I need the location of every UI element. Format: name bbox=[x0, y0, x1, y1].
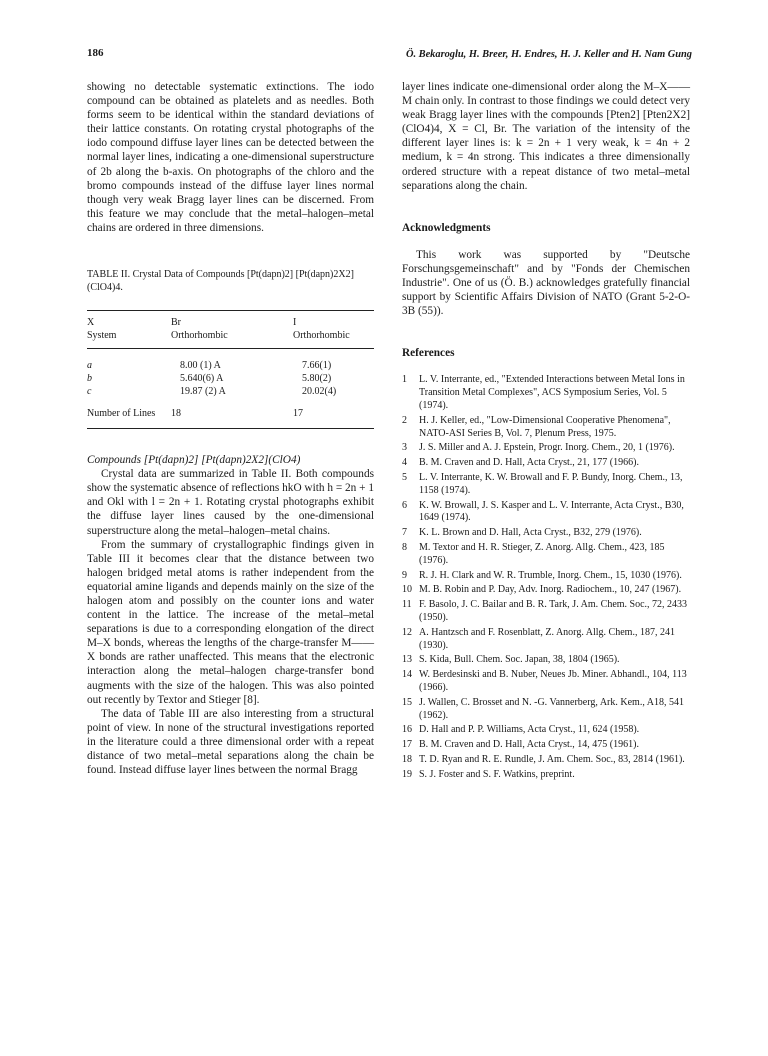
table-system-br: Orthorhombic bbox=[171, 329, 293, 349]
reference-item bbox=[402, 472, 690, 498]
acknowledgments-text: This work was supported by "Deutsche Forschungsgemeinschaft" and by "Fonds der Chemischen Industrie". One of us (Ö. B.) acknowledges gratefully financial support by Scientific Affairs Division of NATO (Grant 5-2-O-3B (55)). bbox=[402, 248, 690, 318]
table-cell-i: 5.80(2) bbox=[302, 373, 332, 385]
table-header-br: Br bbox=[171, 311, 293, 330]
table-cell-i: 7.66(1) bbox=[302, 360, 332, 372]
reference-text: W. Berdesinski and B. Nuber, Neues Jb. Miner. Abhandl., 104, 113 (1966). bbox=[419, 669, 687, 693]
reference-text: T. D. Ryan and R. E. Rundle, J. Am. Chem. Soc., 83, 2814 (1961). bbox=[419, 753, 685, 765]
reference-number: 8 bbox=[402, 541, 407, 553]
reference-item bbox=[402, 570, 690, 583]
reference-item bbox=[402, 500, 690, 526]
reference-text: D. Hall and P. P. Williams, Acta Cryst., 11, 624 (1958). bbox=[419, 724, 640, 736]
right-column bbox=[402, 80, 690, 784]
table-caption: TABLE II. Crystal Data of Compounds [Pt(dapn)2] [Pt(dapn)2X2](ClO4)4. bbox=[87, 269, 354, 294]
reference-text: K. W. Browall, J. S. Kasper and L. V. Interrante, Acta Cryst., B30, 1649 (1974). bbox=[419, 499, 684, 524]
reference-number: 16 bbox=[402, 724, 412, 736]
reference-text: J. Wallen, C. Brosset and N. -G. Vannerberg, Ark. Kem., A18, 541 (1962). bbox=[419, 696, 684, 721]
reference-number: 17 bbox=[402, 739, 412, 751]
table-header-i: I bbox=[293, 311, 374, 330]
table-lines-i: 17 bbox=[293, 398, 374, 429]
reference-number: 10 bbox=[402, 584, 412, 596]
paragraph: From the summary of crystallographic findings given in Table III it becomes clear that the distance between two halogen bridged metal atoms is rather independent from the equatorial amine ligands and depends mainly on the size of the halogen atom and possibly on the counter ions and water content in the lattice. The increase of the metal–metal separations is due to a corresponding elongation of the direct M–X bonds, whereas the lengths of the charge-transfer M——X bonds are rather unaffected. This means that the electronic interaction along the metal–halogen charge-transfer bond augments with the size of the halogen. This was also pointed out recently by Textor and Stieger [8]. bbox=[87, 538, 374, 706]
reference-item bbox=[402, 739, 690, 752]
reference-number: 14 bbox=[402, 669, 412, 681]
section-title: Compounds [Pt(dapn)2] [Pt(dapn)2X2](ClO4) bbox=[87, 454, 301, 467]
table-cell-label: c bbox=[87, 386, 92, 398]
reference-number: 15 bbox=[402, 696, 412, 708]
reference-text: S. Kida, Bull. Chem. Soc. Japan, 38, 1804 (1965). bbox=[419, 654, 620, 666]
reference-item bbox=[402, 584, 690, 597]
reference-text: R. J. H. Clark and W. R. Trumble, Inorg. Chem., 15, 1030 (1976). bbox=[419, 569, 682, 581]
reference-item bbox=[402, 415, 690, 441]
reference-number: 5 bbox=[402, 471, 407, 483]
reference-text: B. M. Craven and D. Hall, Acta Cryst., 14, 475 (1961). bbox=[419, 739, 639, 751]
table-row bbox=[87, 372, 374, 385]
reference-text: H. J. Keller, ed., "Low-Dimensional Cooperative Phenomena", NATO-ASI Series B, Vol. 7, Plenum Press, 1975. bbox=[419, 414, 671, 439]
reference-text: K. L. Brown and D. Hall, Acta Cryst., B32, 279 (1976). bbox=[419, 527, 642, 539]
table-system-i: Orthorhombic bbox=[293, 329, 374, 349]
reference-item bbox=[402, 627, 690, 653]
paragraph: layer lines indicate one-dimensional order along the M–X——M chain only. In contrast to those findings we could detect very weak Bragg layer lines with the compounds [Pten2] [Pten2X2](ClO4)4, X = Cl, Br. The variation of the intensity of the different layer lines is: k = 2n + 1 very weak, k = 4n + 2 medium, k = 4n strong. This indicates a three dimensionally ordered structure with a repeat distance of two metal–metal separations along the chain. bbox=[402, 81, 690, 192]
reference-text: M. B. Robin and P. Day, Adv. Inorg. Radiochem., 10, 247 (1967). bbox=[419, 584, 682, 596]
reference-text: F. Basolo, J. C. Bailar and B. R. Tark, J. Am. Chem. Soc., 72, 2433 (1950). bbox=[419, 599, 688, 623]
reference-item bbox=[402, 542, 690, 568]
reference-number: 1 bbox=[402, 374, 407, 386]
acknowledgments-heading: Acknowledgments bbox=[402, 221, 491, 234]
reference-item bbox=[402, 669, 690, 695]
paragraph: showing no detectable systematic extinctions. The iodo compound can be obtained as platelets and as needles. Both forms seem to be identical within the standard deviations of their lattice constants. On rotating crystal photographs of the iodo compound diffuse layer lines can be detected between the normal layer lines, indicating a one-dimensional superstructure of 2b along the b-axis. On photographs of the chloro and the bromo compounds instead of the diffuse layer lines normal though very weak Bragg layer lines can be discerned. From this feature we may conclude that the metal–halogen–metal chains are ordered in three dimensions. bbox=[87, 81, 374, 234]
table-lines-br: 18 bbox=[171, 398, 293, 429]
reference-item bbox=[402, 599, 690, 625]
reference-item bbox=[402, 527, 690, 540]
reference-text: S. J. Foster and S. F. Watkins, preprint. bbox=[419, 768, 575, 780]
reference-text: M. Textor and H. R. Stieger, Z. Anorg. Allg. Chem., 423, 185 (1976). bbox=[419, 541, 665, 566]
table-cell-label: a bbox=[87, 360, 92, 372]
reference-text: J. S. Miller and A. J. Epstein, Progr. Inorg. Chem., 20, 1 (1976). bbox=[419, 442, 675, 454]
reference-number: 4 bbox=[402, 457, 407, 469]
table-row bbox=[87, 385, 374, 398]
reference-item bbox=[402, 374, 690, 412]
references-heading: References bbox=[402, 347, 455, 360]
reference-item bbox=[402, 697, 690, 723]
reference-text: L. V. Interrante, K. W. Browall and F. P. Bundy, Inorg. Chem., 13, 1158 (1974). bbox=[419, 471, 683, 496]
reference-text: L. V. Interrante, ed., "Extended Interactions between Metal Ions in Transition Metal Complexes", ACS Symposium Series, Vol. 5 (1974). bbox=[419, 374, 685, 411]
table-cell-i: 20.02(4) bbox=[302, 386, 337, 398]
table-cell-br: 8.00 (1) A bbox=[180, 360, 221, 372]
table-row bbox=[87, 349, 374, 373]
reference-number: 6 bbox=[402, 499, 407, 511]
table-cell-label: b bbox=[87, 373, 92, 385]
reference-item bbox=[402, 754, 690, 767]
paragraph: The data of Table III are also interesting from a structural point of view. In none of the structural investigations reported in the literature could a three dimensional order with a repeat distance of two metal–metal separations along the chain be found. Instead diffuse layer lines between the normal Bragg bbox=[87, 707, 374, 777]
reference-item bbox=[402, 724, 690, 737]
reference-item bbox=[402, 654, 690, 667]
reference-number: 18 bbox=[402, 753, 412, 765]
running-title: Ö. Bekaroglu, H. Breer, H. Endres, H. J. Keller and H. Nam Gung bbox=[405, 49, 692, 60]
reference-text: A. Hantzsch and F. Rosenblatt, Z. Anorg. Allg. Chem., 187, 241 (1930). bbox=[419, 626, 675, 651]
reference-text: B. M. Craven and D. Hall, Acta Cryst., 21, 177 (1966). bbox=[419, 457, 639, 469]
page-number: 186 bbox=[87, 47, 104, 59]
paragraph: Crystal data are summarized in Table II. Both compounds show the systematic absence of reflections hkO with h = 2n + 1 and Okl with l = 2n + 1. Rotating crystal photographs exhibit the diffuse layer lines caused by the one-dimensional superstructure along the metal–halogen–metal chains. bbox=[87, 468, 374, 537]
table-header-x: X bbox=[87, 311, 171, 330]
crystal-data-table bbox=[87, 310, 374, 429]
reference-number: 2 bbox=[402, 414, 407, 426]
table-lines-label: Number of Lines bbox=[87, 398, 171, 429]
left-column bbox=[87, 80, 374, 777]
reference-number: 11 bbox=[402, 599, 412, 611]
reference-item bbox=[402, 769, 690, 782]
reference-number: 3 bbox=[402, 442, 407, 454]
table-cell-br: 5.640(6) A bbox=[180, 373, 224, 385]
reference-number: 12 bbox=[402, 626, 412, 638]
references-list bbox=[402, 374, 690, 781]
reference-number: 7 bbox=[402, 527, 407, 539]
reference-number: 13 bbox=[402, 654, 412, 666]
reference-number: 9 bbox=[402, 569, 407, 581]
table-system-label: System bbox=[87, 329, 171, 349]
reference-item bbox=[402, 457, 690, 470]
table-cell-br: 19.87 (2) A bbox=[180, 386, 226, 398]
reference-number: 19 bbox=[402, 768, 412, 780]
reference-item bbox=[402, 442, 690, 455]
